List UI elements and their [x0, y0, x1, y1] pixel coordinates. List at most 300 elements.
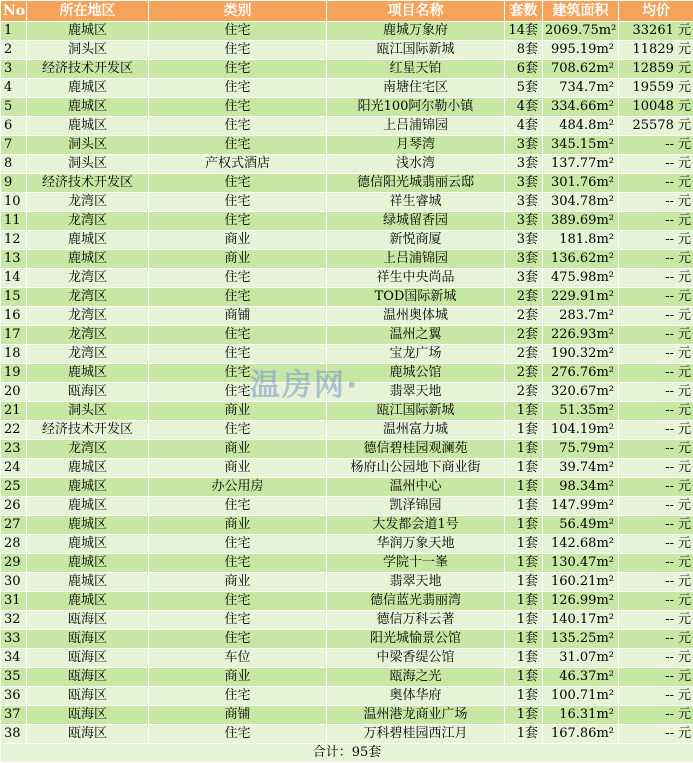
row-category: 住宅 [149, 535, 327, 554]
row-district: 鹿城区 [27, 117, 149, 136]
row-no: 21 [1, 402, 27, 421]
row-project: 宝龙广场 [327, 345, 505, 364]
row-area: 142.68m² [543, 535, 619, 554]
total-cell: 合计：95套 [1, 744, 693, 763]
row-category: 商业 [149, 231, 327, 250]
row-project: 阳光城愉景公馆 [327, 630, 505, 649]
row-category: 住宅 [149, 497, 327, 516]
row-area: 98.34m² [543, 478, 619, 497]
row-area: 708.62m² [543, 60, 619, 79]
row-category: 办公用房 [149, 478, 327, 497]
row-district: 鹿城区 [27, 516, 149, 535]
row-area: 389.69m² [543, 212, 619, 231]
row-category: 产权式酒店 [149, 155, 327, 174]
row-no: 29 [1, 554, 27, 573]
row-category: 住宅 [149, 212, 327, 231]
row-no: 24 [1, 459, 27, 478]
row-area: 190.32m² [543, 345, 619, 364]
row-price: -- 元 [619, 307, 693, 326]
row-price: -- 元 [619, 611, 693, 630]
table-row [1, 383, 693, 402]
row-district: 龙湾区 [27, 288, 149, 307]
row-district: 鹿城区 [27, 497, 149, 516]
row-category: 住宅 [149, 269, 327, 288]
row-no: 26 [1, 497, 27, 516]
row-area: 995.19m² [543, 41, 619, 60]
row-price: -- 元 [619, 136, 693, 155]
row-price: -- 元 [619, 630, 693, 649]
row-project: 翡翠天地 [327, 383, 505, 402]
row-no: 31 [1, 592, 27, 611]
row-no: 20 [1, 383, 27, 402]
row-area: 334.66m² [543, 98, 619, 117]
row-units: 8套 [505, 41, 543, 60]
row-area: 16.31m² [543, 706, 619, 725]
row-district: 鹿城区 [27, 250, 149, 269]
row-no: 27 [1, 516, 27, 535]
table-row [1, 725, 693, 744]
row-units: 2套 [505, 326, 543, 345]
table-row [1, 440, 693, 459]
row-price: -- 元 [619, 155, 693, 174]
row-units: 2套 [505, 345, 543, 364]
table-row [1, 668, 693, 687]
row-district: 龙湾区 [27, 326, 149, 345]
row-project: 瓯江国际新城 [327, 402, 505, 421]
row-no: 8 [1, 155, 27, 174]
table-row [1, 459, 693, 478]
row-no: 34 [1, 649, 27, 668]
row-district: 瓯海区 [27, 630, 149, 649]
table-row [1, 231, 693, 250]
row-price: -- 元 [619, 459, 693, 478]
row-units: 1套 [505, 687, 543, 706]
row-price: -- 元 [619, 706, 693, 725]
row-price: -- 元 [619, 383, 693, 402]
row-district: 鹿城区 [27, 98, 149, 117]
row-project: 红星天铂 [327, 60, 505, 79]
row-district: 瓯海区 [27, 649, 149, 668]
row-price: 10048 元 [619, 98, 693, 117]
table-row [1, 212, 693, 231]
row-project: 月琴湾 [327, 136, 505, 155]
row-category: 商铺 [149, 307, 327, 326]
row-units: 14套 [505, 22, 543, 41]
row-area: 475.98m² [543, 269, 619, 288]
row-area: 31.07m² [543, 649, 619, 668]
row-district: 鹿城区 [27, 459, 149, 478]
row-area: 46.37m² [543, 668, 619, 687]
row-no: 33 [1, 630, 27, 649]
table-row [1, 345, 693, 364]
row-district: 瓯海区 [27, 383, 149, 402]
row-area: 484.8m² [543, 117, 619, 136]
table-row [1, 117, 693, 136]
row-no: 1 [1, 22, 27, 41]
row-units: 1套 [505, 440, 543, 459]
row-no: 13 [1, 250, 27, 269]
row-project: 温州中心 [327, 478, 505, 497]
row-no: 38 [1, 725, 27, 744]
row-units: 6套 [505, 60, 543, 79]
table-row [1, 79, 693, 98]
row-district: 龙湾区 [27, 212, 149, 231]
row-category: 住宅 [149, 79, 327, 98]
row-category: 住宅 [149, 687, 327, 706]
row-no: 32 [1, 611, 27, 630]
header-category: 类别 [149, 1, 327, 22]
row-project: 南塘住宅区 [327, 79, 505, 98]
header-units: 套数 [505, 1, 543, 22]
row-units: 2套 [505, 364, 543, 383]
row-category: 住宅 [149, 98, 327, 117]
row-category: 住宅 [149, 22, 327, 41]
footer-row [1, 744, 693, 763]
row-no: 14 [1, 269, 27, 288]
row-price: -- 元 [619, 687, 693, 706]
row-area: 136.62m² [543, 250, 619, 269]
row-units: 1套 [505, 706, 543, 725]
row-units: 1套 [505, 592, 543, 611]
table-row [1, 706, 693, 725]
row-category: 住宅 [149, 193, 327, 212]
row-area: 51.35m² [543, 402, 619, 421]
table-row [1, 592, 693, 611]
header-row [1, 1, 693, 22]
row-category: 住宅 [149, 326, 327, 345]
row-area: 135.25m² [543, 630, 619, 649]
row-area: 226.93m² [543, 326, 619, 345]
row-price: -- 元 [619, 174, 693, 193]
row-area: 126.99m² [543, 592, 619, 611]
row-units: 3套 [505, 269, 543, 288]
row-no: 23 [1, 440, 27, 459]
row-district: 鹿城区 [27, 364, 149, 383]
table-row [1, 269, 693, 288]
row-project: 祥生睿城 [327, 193, 505, 212]
row-project: 杨府山公园地下商业街 [327, 459, 505, 478]
row-price: -- 元 [619, 554, 693, 573]
row-area: 100.71m² [543, 687, 619, 706]
table-row [1, 136, 693, 155]
table-body [1, 22, 693, 744]
row-price: -- 元 [619, 326, 693, 345]
row-project: 新悦商厦 [327, 231, 505, 250]
table-row [1, 516, 693, 535]
row-category: 车位 [149, 649, 327, 668]
row-units: 1套 [505, 535, 543, 554]
row-category: 住宅 [149, 117, 327, 136]
row-project: 德信万科云著 [327, 611, 505, 630]
row-no: 4 [1, 79, 27, 98]
row-district: 鹿城区 [27, 592, 149, 611]
row-district: 瓯海区 [27, 687, 149, 706]
row-no: 9 [1, 174, 27, 193]
row-district: 鹿城区 [27, 22, 149, 41]
header-price: 均价 [619, 1, 693, 22]
row-district: 龙湾区 [27, 307, 149, 326]
row-units: 1套 [505, 725, 543, 744]
row-no: 22 [1, 421, 27, 440]
row-category: 住宅 [149, 611, 327, 630]
row-units: 1套 [505, 478, 543, 497]
row-price: 19559 元 [619, 79, 693, 98]
row-no: 35 [1, 668, 27, 687]
row-price: -- 元 [619, 668, 693, 687]
row-project: 大发都会道1号 [327, 516, 505, 535]
table-row [1, 421, 693, 440]
row-units: 4套 [505, 117, 543, 136]
row-price: -- 元 [619, 649, 693, 668]
row-project: 绿城留香园 [327, 212, 505, 231]
row-area: 140.17m² [543, 611, 619, 630]
row-no: 2 [1, 41, 27, 60]
row-units: 3套 [505, 136, 543, 155]
table-row [1, 687, 693, 706]
table-row [1, 155, 693, 174]
row-category: 商业 [149, 573, 327, 592]
row-price: 33261 元 [619, 22, 693, 41]
row-category: 住宅 [149, 60, 327, 79]
row-price: 11829 元 [619, 41, 693, 60]
row-category: 住宅 [149, 288, 327, 307]
row-project: 万科碧桂园西江月 [327, 725, 505, 744]
row-units: 1套 [505, 573, 543, 592]
table-row [1, 554, 693, 573]
row-category: 住宅 [149, 630, 327, 649]
row-price: -- 元 [619, 269, 693, 288]
row-area: 304.78m² [543, 193, 619, 212]
row-category: 商业 [149, 402, 327, 421]
row-category: 住宅 [149, 136, 327, 155]
row-category: 商业 [149, 668, 327, 687]
row-area: 104.19m² [543, 421, 619, 440]
row-units: 2套 [505, 307, 543, 326]
row-district: 经济技术开发区 [27, 174, 149, 193]
row-area: 56.49m² [543, 516, 619, 535]
row-category: 商业 [149, 459, 327, 478]
table-row [1, 22, 693, 41]
row-district: 鹿城区 [27, 231, 149, 250]
row-units: 2套 [505, 383, 543, 402]
row-district: 瓯海区 [27, 611, 149, 630]
row-area: 283.7m² [543, 307, 619, 326]
row-price: -- 元 [619, 535, 693, 554]
row-no: 16 [1, 307, 27, 326]
row-no: 7 [1, 136, 27, 155]
row-project: 德信阳光城翡丽云邸 [327, 174, 505, 193]
table-row [1, 364, 693, 383]
row-category: 住宅 [149, 345, 327, 364]
row-area: 320.67m² [543, 383, 619, 402]
row-no: 19 [1, 364, 27, 383]
row-category: 住宅 [149, 41, 327, 60]
table-row [1, 174, 693, 193]
row-units: 1套 [505, 421, 543, 440]
row-no: 28 [1, 535, 27, 554]
row-project: 祥生中央尚品 [327, 269, 505, 288]
row-district: 鹿城区 [27, 478, 149, 497]
row-project: 翡翠天地 [327, 573, 505, 592]
row-units: 3套 [505, 155, 543, 174]
row-area: 734.7m² [543, 79, 619, 98]
row-area: 147.99m² [543, 497, 619, 516]
row-category: 住宅 [149, 383, 327, 402]
row-units: 1套 [505, 516, 543, 535]
row-no: 17 [1, 326, 27, 345]
row-units: 1套 [505, 554, 543, 573]
row-project: 上吕浦锦园 [327, 117, 505, 136]
row-district: 瓯海区 [27, 706, 149, 725]
row-project: 鹿城公馆 [327, 364, 505, 383]
table-row [1, 630, 693, 649]
row-units: 1套 [505, 668, 543, 687]
row-category: 住宅 [149, 174, 327, 193]
row-units: 5套 [505, 79, 543, 98]
row-project: 温州之翼 [327, 326, 505, 345]
header-project: 项目名称 [327, 1, 505, 22]
row-category: 住宅 [149, 364, 327, 383]
row-area: 276.76m² [543, 364, 619, 383]
row-no: 25 [1, 478, 27, 497]
watermark-logo: 温房网· [250, 360, 359, 404]
row-project: 温州奥体城 [327, 307, 505, 326]
row-category: 住宅 [149, 725, 327, 744]
row-district: 龙湾区 [27, 269, 149, 288]
row-area: 75.79m² [543, 440, 619, 459]
row-project: 温州港龙商业广场 [327, 706, 505, 725]
row-no: 37 [1, 706, 27, 725]
row-district: 鹿城区 [27, 573, 149, 592]
row-price: -- 元 [619, 440, 693, 459]
table-row [1, 307, 693, 326]
row-category: 商业 [149, 250, 327, 269]
row-units: 3套 [505, 212, 543, 231]
row-price: -- 元 [619, 345, 693, 364]
table-row [1, 193, 693, 212]
row-no: 30 [1, 573, 27, 592]
row-no: 15 [1, 288, 27, 307]
row-units: 1套 [505, 611, 543, 630]
row-units: 1套 [505, 459, 543, 478]
row-district: 瓯海区 [27, 668, 149, 687]
row-area: 130.47m² [543, 554, 619, 573]
row-project: 凯泽锦园 [327, 497, 505, 516]
row-area: 345.15m² [543, 136, 619, 155]
row-price: -- 元 [619, 573, 693, 592]
row-no: 5 [1, 98, 27, 117]
table-row [1, 611, 693, 630]
row-price: 12859 元 [619, 60, 693, 79]
row-project: 中梁香缇公馆 [327, 649, 505, 668]
row-price: -- 元 [619, 478, 693, 497]
row-price: -- 元 [619, 421, 693, 440]
row-price: -- 元 [619, 212, 693, 231]
row-units: 1套 [505, 497, 543, 516]
row-units: 1套 [505, 630, 543, 649]
row-area: 2069.75m² [543, 22, 619, 41]
row-area: 229.91m² [543, 288, 619, 307]
row-no: 6 [1, 117, 27, 136]
row-area: 39.74m² [543, 459, 619, 478]
table-row [1, 41, 693, 60]
row-district: 鹿城区 [27, 554, 149, 573]
row-no: 3 [1, 60, 27, 79]
table-row [1, 573, 693, 592]
row-district: 洞头区 [27, 41, 149, 60]
row-units: 2套 [505, 288, 543, 307]
row-price: -- 元 [619, 516, 693, 535]
table-row [1, 60, 693, 79]
row-category: 商铺 [149, 706, 327, 725]
row-district: 洞头区 [27, 136, 149, 155]
row-district: 鹿城区 [27, 535, 149, 554]
row-project: 瓯江国际新城 [327, 41, 505, 60]
row-units: 1套 [505, 402, 543, 421]
table-row [1, 497, 693, 516]
row-district: 龙湾区 [27, 193, 149, 212]
row-area: 137.77m² [543, 155, 619, 174]
row-project: 瓯海之光 [327, 668, 505, 687]
row-price: -- 元 [619, 497, 693, 516]
table-row [1, 402, 693, 421]
row-project: 学院十一峯 [327, 554, 505, 573]
row-price: -- 元 [619, 288, 693, 307]
row-units: 3套 [505, 174, 543, 193]
table-row [1, 478, 693, 497]
header-no: No [1, 1, 27, 22]
row-project: 上吕浦锦园 [327, 250, 505, 269]
row-project: 温州富力城 [327, 421, 505, 440]
row-district: 经济技术开发区 [27, 421, 149, 440]
row-district: 洞头区 [27, 402, 149, 421]
row-project: 鹿城万象府 [327, 22, 505, 41]
row-price: -- 元 [619, 725, 693, 744]
row-project: 华润万象天地 [327, 535, 505, 554]
row-no: 12 [1, 231, 27, 250]
row-project: TOD国际新城 [327, 288, 505, 307]
table-row [1, 250, 693, 269]
row-price: -- 元 [619, 193, 693, 212]
table-row [1, 535, 693, 554]
row-no: 18 [1, 345, 27, 364]
row-district: 洞头区 [27, 155, 149, 174]
row-district: 经济技术开发区 [27, 60, 149, 79]
table-row [1, 326, 693, 345]
row-category: 商业 [149, 516, 327, 535]
row-project: 德信碧桂园观澜苑 [327, 440, 505, 459]
row-units: 3套 [505, 231, 543, 250]
row-price: -- 元 [619, 402, 693, 421]
row-project: 德信蓝光翡丽湾 [327, 592, 505, 611]
row-project: 奥体华府 [327, 687, 505, 706]
row-price: 25578 元 [619, 117, 693, 136]
row-price: -- 元 [619, 364, 693, 383]
row-district: 龙湾区 [27, 345, 149, 364]
table-row [1, 98, 693, 117]
row-district: 瓯海区 [27, 725, 149, 744]
row-price: -- 元 [619, 250, 693, 269]
row-no: 10 [1, 193, 27, 212]
row-price: -- 元 [619, 231, 693, 250]
row-area: 301.76m² [543, 174, 619, 193]
header-area: 建筑面积 [543, 1, 619, 22]
row-category: 住宅 [149, 421, 327, 440]
table-row [1, 288, 693, 307]
row-project: 阳光100阿尔勒小镇 [327, 98, 505, 117]
row-area: 167.86m² [543, 725, 619, 744]
row-category: 商业 [149, 440, 327, 459]
